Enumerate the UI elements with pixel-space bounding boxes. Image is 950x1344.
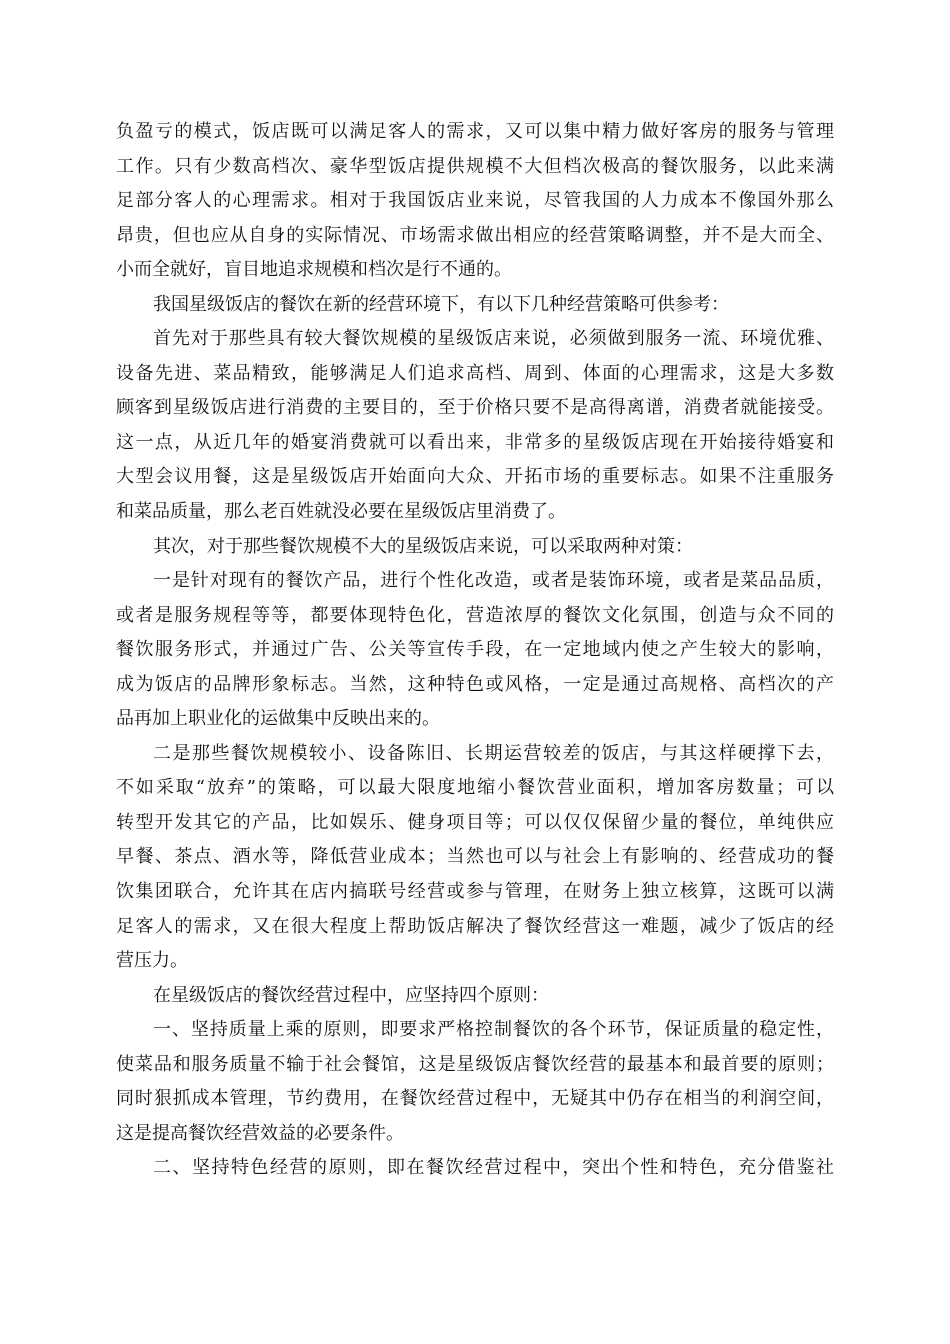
text-line: 足客人的需求，又在很大程度上帮助饭店解决了餐饮经营这一难题，减少了饭店的经 <box>116 915 834 937</box>
text-line: 大型会议用餐，这是星级饭店开始面向大众、开拓市场的重要标志。如果不注重服务 <box>116 466 834 488</box>
text-line: 餐饮服务形式，并通过广告、公关等宣传手段，在一定地域内使之产生较大的影响， <box>116 639 834 661</box>
text-line: 转型开发其它的产品，比如娱乐、健身项目等；可以仅仅保留少量的餐位，单纯供应 <box>116 811 834 833</box>
text-line: 小而全就好，盲目地追求规模和档次是行不通的。 <box>116 259 512 281</box>
text-line: 在星级饭店的餐饮经营过程中，应坚持四个原则： <box>153 984 549 1006</box>
text-line: 营压力。 <box>116 950 188 972</box>
text-line: 首先对于那些具有较大餐饮规模的星级饭店来说，必须做到服务一流、环境优雅、 <box>153 328 834 350</box>
text-line: 或者是服务规程等等，都要体现特色化，营造浓厚的餐饮文化氛围，创造与众不同的 <box>116 604 834 626</box>
text-line: 设备先进、菜品精致，能够满足人们追求高档、周到、体面的心理需求，这是大多数 <box>116 362 834 384</box>
text-line: 其次，对于那些餐饮规模不大的星级饭店来说，可以采取两种对策： <box>153 535 693 557</box>
text-line: 一是针对现有的餐饮产品，进行个性化改造，或者是装饰环境，或者是菜品品质， <box>153 570 834 592</box>
text-line: 二、坚持特色经营的原则，即在餐饮经营过程中，突出个性和特色，充分借鉴社 <box>153 1157 834 1179</box>
text-line: 和菜品质量，那么老百姓就没必要在星级饭店里消费了。 <box>116 501 566 523</box>
text-line: 不如采取“放弃”的策略，可以最大限度地缩小餐饮营业面积，增加客房数量；可以 <box>116 777 834 799</box>
text-line: 足部分客人的心理需求。相对于我国饭店业来说，尽管我国的人力成本不像国外那么 <box>116 190 834 212</box>
text-line: 同时狠抓成本管理，节约费用，在餐饮经营过程中，无疑其中仍存在相当的利润空间， <box>116 1088 834 1110</box>
text-line: 饮集团联合，允许其在店内搞联号经营或参与管理，在财务上独立核算，这既可以满 <box>116 881 834 903</box>
text-line: 这一点，从近几年的婚宴消费就可以看出来，非常多的星级饭店现在开始接待婚宴和 <box>116 431 834 453</box>
text-line: 昂贵，但也应从自身的实际情况、市场需求做出相应的经营策略调整，并不是大而全、 <box>116 224 834 246</box>
text-line: 我国星级饭店的餐饮在新的经营环境下，有以下几种经营策略可供参考： <box>153 293 729 315</box>
text-line: 负盈亏的模式，饭店既可以满足客人的需求，又可以集中精力做好客房的服务与管理 <box>116 121 834 142</box>
text-line: 一、坚持质量上乘的原则，即要求严格控制餐饮的各个环节，保证质量的稳定性， <box>153 1019 834 1041</box>
text-line: 成为饭店的品牌形象标志。当然，这种特色或风格，一定是通过高规格、高档次的产 <box>116 673 834 695</box>
text-line: 使菜品和服务质量不输于社会餐馆，这是星级饭店餐饮经营的最基本和最首要的原则； <box>116 1053 834 1075</box>
text-line: 品再加上职业化的运做集中反映出来的。 <box>116 708 440 730</box>
text-line: 这是提高餐饮经营效益的必要条件。 <box>116 1122 404 1144</box>
text-line: 早餐、茶点、酒水等，降低营业成本；当然也可以与社会上有影响的、经营成功的餐 <box>116 846 834 868</box>
text-line: 二是那些餐饮规模较小、设备陈旧、长期运营较差的饭店，与其这样硬撑下去， <box>153 742 834 764</box>
text-line: 工作。只有少数高档次、豪华型饭店提供规模不大但档次极高的餐饮服务，以此来满 <box>116 155 834 177</box>
document-body <box>116 115 834 1186</box>
text-line: 顾客到星级饭店进行消费的主要目的，至于价格只要不是高得离谱，消费者就能接受。 <box>116 397 834 419</box>
